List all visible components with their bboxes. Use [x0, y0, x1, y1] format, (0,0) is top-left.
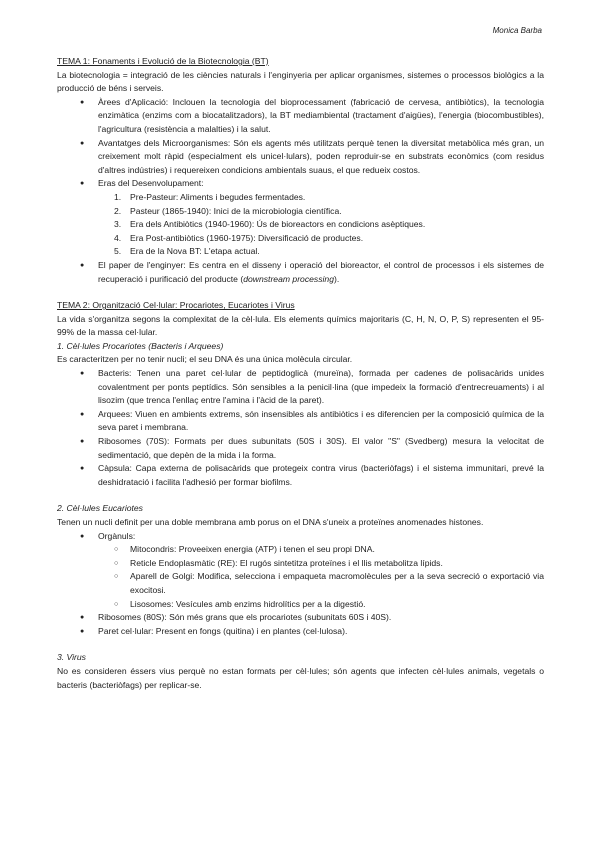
section-eucariotes-intro: Tenen un nucli definit per una doble membrana amb porus on el DNA s'uneix a proteïnes anomenades histones.: [57, 517, 484, 527]
list-item: ● Arquees: Viuen en ambients extrems, són insensibles als antibiòtics i es diferencien per la composició química de la seva paret i membrana.: [57, 408, 544, 435]
section-virus-title: 3. Virus: [57, 652, 86, 663]
tema1-title: TEMA 1: Fonaments i Evolució de la Biotecnologia (BT): [57, 56, 269, 66]
tema1-list: [57, 96, 544, 191]
list-item-eras: ● Eras del Desenvolupament:: [57, 177, 544, 191]
list-item: ● Ribosomes (80S): Són més grans que els procariotes (subunitats 60S i 40S).: [57, 611, 544, 625]
list-item-organuls: ● Orgànuls:: [57, 530, 544, 544]
list-item: ● Càpsula: Capa externa de polisacàrids que protegeix contra virus (bacteriòfags) i el sistema immunitari, prevé la deshidratació i facilita l'adhesió per formar biofilms.: [57, 462, 544, 489]
organul-item: ○ Lisosomes: Vesícules amb enzims hidrolítics per a la digestió.: [57, 598, 544, 612]
section-eucariotes-title: 2. Cèl·lules Eucariotes: [57, 503, 143, 514]
eucariotes-list: [57, 530, 544, 544]
list-item-enginyer: ● El paper de l'enginyer: Es centra en el disseny i operació del bioreactor, el control de processos i els sistemes de recuperació i purificació del producte (downstream processing).: [57, 259, 544, 286]
era-item: 3. Era dels Antibiòtics (1940-1960): Ús de bioreactors en condicions asèptiques.: [114, 219, 426, 230]
eras-list: [57, 191, 544, 259]
era-item: 1. Pre-Pasteur: Aliments i begudes fermentades.: [114, 191, 306, 202]
organul-item: ○ Mitocondris: Proveeixen energia (ATP) i tenen el seu propi DNA.: [57, 543, 544, 557]
author-name: Monica Barba: [492, 26, 542, 35]
section-virus-text: No es consideren éssers vius perquè no estan formats per cèl·lules; són agents que infecten cèl·lules animals, vegetals o bacteris (bacteriòfags) per replicar-se.: [57, 665, 544, 690]
tema1-intro: La biotecnologia = integració de les ciències naturals i l'enginyeria per aplicar organismes, sistemes o processos biològics a la producció de béns i serveis.: [57, 69, 544, 94]
list-item: ● Bacteris: Tenen una paret cel·lular de peptidoglicà (mureïna), formada per cadenes de polisacàrids unides covalentment per ponts peptídics. Són sensibles a la penicil·lina (que impedeix la formació d'entrecreuaments) i al lisozim (que trenca l'enllaç entre l'amina i l'àcid de la paret).: [57, 367, 544, 408]
organul-item: ○ Reticle Endoplasmàtic (RE): El rugós sintetitza proteïnes i el llis metabolitza lípids.: [57, 557, 544, 571]
era-item: 2. Pasteur (1865-1940): Inici de la microbiologia científica.: [114, 205, 342, 216]
list-item: ● Paret cel·lular: Present en fongs (quitina) i en plantes (cel·lulosa).: [57, 625, 544, 639]
tema2-title: TEMA 2: Organització Cel·lular: Procariotes, Eucariotes i Virus: [57, 300, 295, 311]
document-body: [57, 55, 544, 692]
section-procariotes-title: 1. Cèl·lules Procariotes (Bacteris i Arquees): [57, 340, 224, 351]
list-item-areas: ● Àrees d'Aplicació: Inclouen la tecnologia del bioprocessament (fabricació de cervesa, antibiòtics), la tecnologia enzimàtica (enzims com a biocatalitzadors), la BT mediambiental (tractament d'aigües), l'energia (biocombustibles), l'agricultura (resistència a malalties) i la salut.: [57, 96, 544, 137]
procariotes-list: [57, 367, 544, 489]
era-item: 4. Era Post-antibiòtics (1960-1975): Diversificació de productes.: [114, 232, 364, 243]
era-item: 5. Era de la Nova BT: L'etapa actual.: [114, 246, 260, 257]
tema2-intro: La vida s'organitza segons la complexitat de la cèl·lula. Els elements químics majoritaris (C, H, N, O, P, S) representen el 95-99% de la massa cel·lular.: [57, 313, 544, 338]
organuls-list: [57, 543, 544, 611]
list-item: ● Ribosomes (70S): Formats per dues subunitats (50S i 30S). El valor "S" (Svedberg) mesura la velocitat de sedimentació, que depèn de la mida i la forma.: [57, 435, 544, 462]
section-procariotes-intro: Es caracteritzen per no tenir nucli; el seu DNA és una única molècula circular.: [57, 354, 353, 365]
list-item-avantatges: ● Avantatges dels Microorganismes: Són els agents més utilitzats perquè tenen la diversitat metabòlica més gran, un creixement molt ràpid (especialment els unicel·lulars), poden reproduir-se en substrats econòmics (com residus d'altres indústries) i requereixen condicions ambientals suaus, el que redueix costos.: [57, 137, 544, 178]
organul-item: ○ Aparell de Golgi: Modifica, selecciona i empaqueta macromolècules per a la seva secreció o exportació via exocitosi.: [57, 570, 544, 597]
